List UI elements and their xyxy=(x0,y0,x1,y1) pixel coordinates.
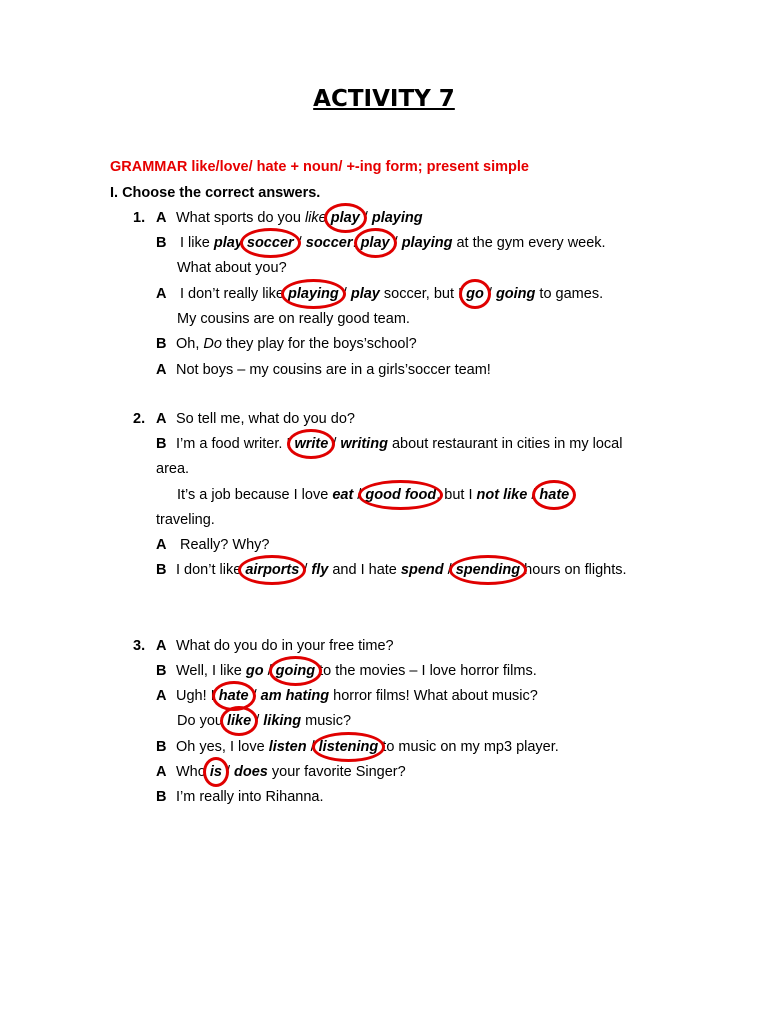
dialogue-line: I don’t really like playing / play soccer, but I go / going to games. xyxy=(180,286,604,302)
page-title: ACTIVITY 7 xyxy=(313,86,455,112)
speaker-label: A xyxy=(156,286,167,302)
answer-option[interactable]: soccer xyxy=(246,235,294,251)
dialogue-line: I don’t like airports / fly and I hate spend / spending hours on flights. xyxy=(176,562,627,578)
dialogue-line: Oh, Do they play for the boys’school? xyxy=(176,336,417,352)
speaker-label: A xyxy=(156,362,167,378)
answer-option[interactable]: liking xyxy=(263,713,302,729)
answer-option[interactable]: airports xyxy=(245,562,300,578)
speaker-label: A xyxy=(156,537,167,553)
answer-option[interactable]: hate xyxy=(218,688,249,704)
answer-option[interactable]: write xyxy=(294,436,329,452)
answer-option[interactable]: am hating xyxy=(260,688,330,704)
question-number: 3. xyxy=(133,638,146,654)
speaker-label: A xyxy=(156,210,167,226)
answer-option[interactable]: go xyxy=(466,286,484,302)
question-number: 1. xyxy=(133,210,146,226)
answer-option[interactable]: play xyxy=(360,235,390,251)
answer-option[interactable]: writing xyxy=(340,436,388,452)
answer-option[interactable]: listening xyxy=(318,739,379,755)
answer-option[interactable]: fly xyxy=(311,562,329,578)
dialogue-line: Do you like / liking music? xyxy=(177,713,352,729)
speaker-label: B xyxy=(156,663,167,679)
dialogue-line: My cousins are on really good team. xyxy=(177,311,410,327)
dialogue-line: Who is / does your favorite Singer? xyxy=(176,764,406,780)
answer-option[interactable]: spend xyxy=(400,562,444,578)
dialogue-line: Really? Why? xyxy=(180,537,270,553)
answer-option[interactable]: playing xyxy=(401,235,453,251)
answer-option[interactable]: play xyxy=(350,286,380,302)
answer-option[interactable]: soccer xyxy=(305,235,353,251)
answer-option[interactable]: play xyxy=(330,210,360,226)
dialogue-line: area. xyxy=(156,461,190,477)
dialogue-line: traveling. xyxy=(156,512,215,528)
question-number: 2. xyxy=(133,411,146,427)
answer-option[interactable]: does xyxy=(234,764,268,780)
answer-option[interactable]: spending xyxy=(455,562,521,578)
answer-option[interactable]: good food xyxy=(365,487,437,503)
dialogue-line: It’s a job because I love eat / good food, but I not like / hate xyxy=(177,487,570,503)
speaker-label: B xyxy=(156,789,167,805)
dialogue-line: Not boys – my cousins are in a girls’soccer team! xyxy=(176,362,491,378)
dialogue-line: I’m really into Rihanna. xyxy=(176,789,324,805)
dialogue-line: Oh yes, I love listen / listening to music on my mp3 player. xyxy=(176,739,559,755)
answer-option[interactable]: listen xyxy=(268,739,307,755)
answer-option[interactable]: hate xyxy=(539,487,570,503)
speaker-label: B xyxy=(156,739,167,755)
answer-option[interactable]: playing xyxy=(371,210,423,226)
speaker-label: B xyxy=(156,436,167,452)
grammar-heading: GRAMMAR like/love/ hate + noun/ +-ing form; present simple xyxy=(110,159,529,175)
dialogue-line: What about you? xyxy=(177,260,287,276)
answer-option[interactable]: going xyxy=(275,663,316,679)
speaker-label: A xyxy=(156,688,167,704)
speaker-label: A xyxy=(156,638,167,654)
answer-option[interactable]: eat xyxy=(332,487,354,503)
dialogue-line: What do you do in your free time? xyxy=(176,638,394,654)
dialogue-line: What sports do you like play / playing xyxy=(176,210,423,226)
speaker-label: A xyxy=(156,764,167,780)
answer-option[interactable]: go xyxy=(245,663,264,679)
speaker-label: B xyxy=(156,562,167,578)
answer-option[interactable]: is xyxy=(209,764,222,780)
answer-option[interactable]: going xyxy=(495,286,536,302)
dialogue-line: I’m a food writer. I write / writing about restaurant in cities in my local xyxy=(176,436,623,452)
dialogue-line: So tell me, what do you do? xyxy=(176,411,355,427)
instruction: I. Choose the correct answers. xyxy=(110,185,321,201)
dialogue-line: I like play soccer / soccer. play / playing at the gym every week. xyxy=(180,235,606,251)
speaker-label: B xyxy=(156,235,167,251)
dialogue-line: Ugh! I hate / am hating horror films! What about music? xyxy=(176,688,538,704)
answer-option[interactable]: playing xyxy=(288,286,339,302)
speaker-label: A xyxy=(156,411,167,427)
answer-option[interactable]: like xyxy=(226,713,252,729)
dialogue-line: Well, I like go / going to the movies – I love horror films. xyxy=(176,663,537,679)
speaker-label: B xyxy=(156,336,167,352)
